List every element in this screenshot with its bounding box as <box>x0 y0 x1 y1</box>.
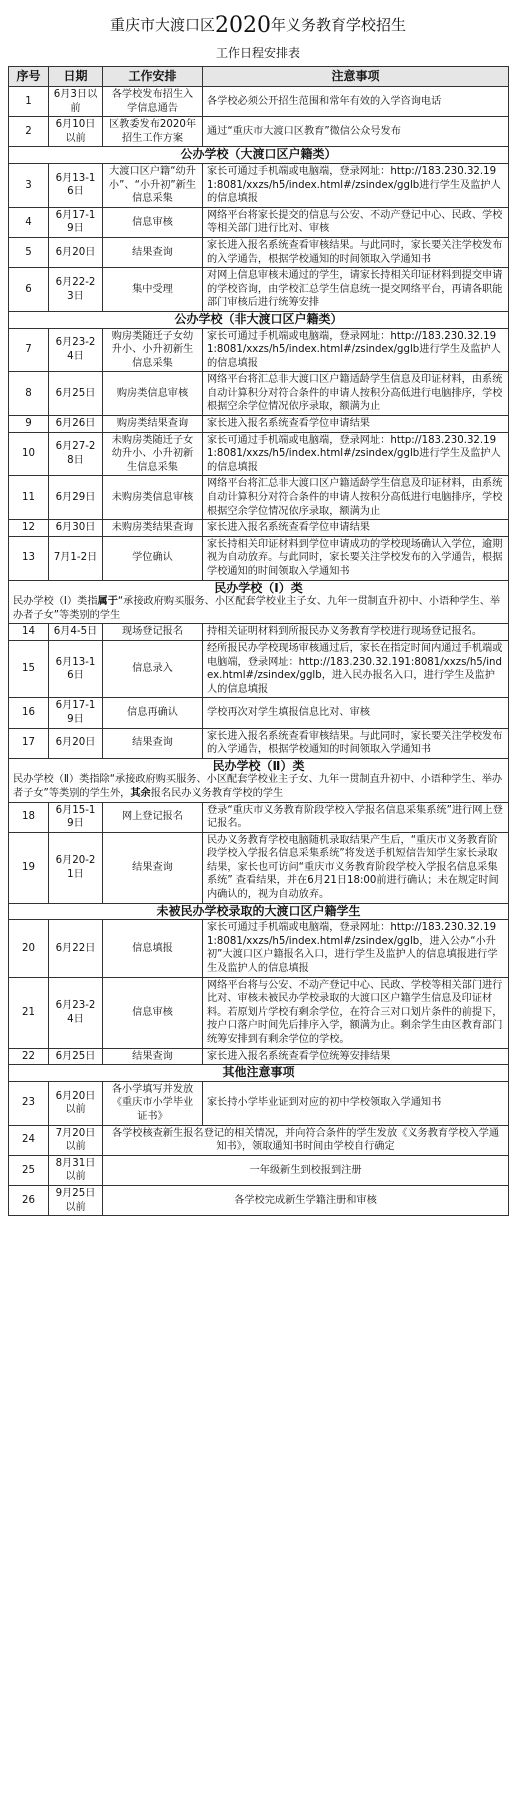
row-date: 6月3日以前 <box>49 87 103 117</box>
table-row <box>9 87 509 117</box>
row-merged-note: 各学校核查新生报名登记的相关情况，并向符合条件的学生发放《义务教育学校入学通知书》，领取通知书时间由学校自行确定 <box>103 1125 509 1155</box>
row-index: 1 <box>9 87 49 117</box>
section-heading: 未被民办学校录取的大渡口区户籍学生 <box>9 903 509 920</box>
row-note: 持相关证明材料到所报民办义务教育学校进行现场登记报名。 <box>203 624 509 641</box>
row-task: 信息审核 <box>103 207 203 237</box>
table-row <box>9 624 509 641</box>
table-row <box>9 476 509 520</box>
table-row <box>9 207 509 237</box>
row-task: 信息再确认 <box>103 698 203 728</box>
row-index: 19 <box>9 832 49 903</box>
section-description-rest: 报名民办义务教育学校的学生 <box>150 787 284 799</box>
row-note: 网络平台将汇总非大渡口区户籍适龄学生信息及印证材料，由系统自动计算积分对符合条件的申请人按积分高低进行电脑排序，学校根据空余学位情况依序录取，额满为止 <box>203 476 509 520</box>
row-date: 6月13-16日 <box>49 163 103 207</box>
table-row <box>9 920 509 977</box>
row-index: 9 <box>9 416 49 433</box>
row-note: 各学校必须公开招生范围和常年有效的入学咨询电话 <box>203 87 509 117</box>
row-index: 8 <box>9 372 49 416</box>
table-row <box>9 163 509 207</box>
section-row <box>9 1065 509 1082</box>
row-index: 17 <box>9 728 49 758</box>
row-task: 结果查询 <box>103 237 203 267</box>
row-index: 11 <box>9 476 49 520</box>
row-index: 16 <box>9 698 49 728</box>
row-note: 网络平台将家长提交的信息与公安、不动产登记中心、民政、学校等相关部门进行比对、审核 <box>203 207 509 237</box>
section-row <box>9 311 509 328</box>
section-description: 民办学校（Ⅰ）类指 <box>13 596 98 608</box>
row-note: 家长可通过手机端或电脑端，登录网址：http://183.230.32.191:8081/xxzs/h5/index.html#/zsindex/gglb进行学生及监护人的信息填报 <box>203 328 509 372</box>
row-task: 信息审核 <box>103 977 203 1048</box>
section-title: 民办学校（Ⅰ）类 <box>214 580 303 595</box>
row-task: 信息填报 <box>103 920 203 977</box>
table-row <box>9 1081 509 1125</box>
row-date: 7月1-2日 <box>49 536 103 580</box>
table-row <box>9 977 509 1048</box>
row-index: 5 <box>9 237 49 267</box>
table-row <box>9 802 509 832</box>
row-index: 4 <box>9 207 49 237</box>
section-description: 民办学校（Ⅱ）类指除“承接政府购买服务、小区配套学校业主子女、九年一贯制直升初中、小语种学生、举办者子女”等类别的学生外， <box>13 774 503 799</box>
table-row <box>9 536 509 580</box>
row-task: 结果查询 <box>103 1048 203 1065</box>
row-index: 12 <box>9 520 49 537</box>
row-date: 6月25日 <box>49 372 103 416</box>
row-merged-note: 一年级新生到校报到注册 <box>103 1155 509 1185</box>
section-heading: 公办学校（非大渡口区户籍类） <box>9 311 509 328</box>
section-heading: 公办学校（大渡口区户籍类） <box>9 147 509 164</box>
header-notes: 注意事项 <box>203 67 509 87</box>
row-date: 6月23-24日 <box>49 328 103 372</box>
schedule-table <box>8 66 509 1216</box>
row-index: 22 <box>9 1048 49 1065</box>
row-task: 学位确认 <box>103 536 203 580</box>
row-date: 6月27-28日 <box>49 432 103 476</box>
table-header <box>9 67 509 87</box>
row-task: 未购房类随迁子女幼升小、小升初新生信息采集 <box>103 432 203 476</box>
title-prefix: 重庆市大渡口区 <box>109 16 215 34</box>
table-row <box>9 520 509 537</box>
row-index: 3 <box>9 163 49 207</box>
row-index: 10 <box>9 432 49 476</box>
row-task: 区教委发布2020年招生工作方案 <box>103 117 203 147</box>
row-date: 6月23-24日 <box>49 977 103 1048</box>
page-subtitle: 工作日程安排表 <box>215 46 300 60</box>
section-description-emphasis: 属于 <box>97 596 118 608</box>
section-heading <box>9 580 509 624</box>
row-date: 6月29日 <box>49 476 103 520</box>
row-date: 6月10日以前 <box>49 117 103 147</box>
row-note: 家长进入报名系统查看学位申请结果 <box>203 416 509 433</box>
row-date: 9月25日以前 <box>49 1185 103 1215</box>
section-row <box>9 147 509 164</box>
row-date: 6月13-16日 <box>49 640 103 697</box>
section-title: 民办学校（Ⅱ）类 <box>212 758 305 773</box>
row-note: 民办义务教育学校电脑随机录取结果产生后，“重庆市义务教育阶段学校入学报名信息采集系统”将发送手机短信告知学生家长录取结果，家长也可访问“重庆市义务教育阶段学校入学报名信息采集系统” 查看结果，并在6月21日18:00前进行确认；未在规定时间内确认的，视为自动放弃。 <box>203 832 509 903</box>
row-date: 6月17-19日 <box>49 698 103 728</box>
row-note: 家长进入报名系统查看审核结果。与此同时，家长要关注学校发布的入学通告，根据学校通知的时间领取入学通知书 <box>203 237 509 267</box>
page-title <box>8 10 508 40</box>
row-note: 登录“重庆市义务教育阶段学校入学报名信息采集系统”进行网上登记报名。 <box>203 802 509 832</box>
row-task: 现场登记报名 <box>103 624 203 641</box>
table-row <box>9 640 509 697</box>
row-index: 23 <box>9 1081 49 1125</box>
row-date: 7月20日以前 <box>49 1125 103 1155</box>
header-index: 序号 <box>9 67 49 87</box>
section-row <box>9 758 509 802</box>
row-index: 21 <box>9 977 49 1048</box>
row-task: 各学校发布招生入学信息通告 <box>103 87 203 117</box>
table-row <box>9 416 509 433</box>
row-task: 未购房类结果查询 <box>103 520 203 537</box>
section-description-emphasis: 其余 <box>130 787 151 799</box>
table-row <box>9 1155 509 1185</box>
row-note: 经所报民办学校现场审核通过后，家长在指定时间内通过手机端或电脑端，登录网址：http://183.230.32.191:8081/xxzs/h5/index.html#/zsindex/gglb，进入民办报名入口，进行学生及监护人的信息填报 <box>203 640 509 697</box>
row-task: 结果查询 <box>103 832 203 903</box>
row-date: 6月20-21日 <box>49 832 103 903</box>
section-row <box>9 903 509 920</box>
row-date: 6月4-5日 <box>49 624 103 641</box>
table-row <box>9 698 509 728</box>
row-note: 家长持相关印证材料到学位申请成功的学校现场确认入学位，逾期视为自动放弃。与此同时，家长要关注学校发布的入学通告，根据学校通知的时间领取入学通知书 <box>203 536 509 580</box>
header-task: 工作安排 <box>103 67 203 87</box>
row-index: 26 <box>9 1185 49 1215</box>
row-index: 18 <box>9 802 49 832</box>
table-row <box>9 832 509 903</box>
row-index: 24 <box>9 1125 49 1155</box>
section-row <box>9 580 509 624</box>
row-index: 7 <box>9 328 49 372</box>
table-row <box>9 728 509 758</box>
row-task: 信息录入 <box>103 640 203 697</box>
section-heading: 其他注意事项 <box>9 1065 509 1082</box>
row-date: 6月26日 <box>49 416 103 433</box>
row-note: 家长可通过手机端或电脑端，登录网址：http://183.230.32.191:8081/xxzs/h5/index.html#/zsindex/gglb，进入公办“小升初”大渡口区户籍报名入口，进行学生及监护人的信息填报进行学生及监护人的信息填报 <box>203 920 509 977</box>
row-index: 14 <box>9 624 49 641</box>
row-task: 各小学填写并发放《重庆市小学毕业证书》 <box>103 1081 203 1125</box>
row-merged-note: 各学校完成新生学籍注册和审核 <box>103 1185 509 1215</box>
header-date: 日期 <box>49 67 103 87</box>
table-row <box>9 372 509 416</box>
row-note: 网络平台将与公安、不动产登记中心、民政、学校等相关部门进行比对、审核未被民办学校录取的大渡口区户籍学生信息及印证材料。若原划片学校有剩余学位，在符合三对口划片条件的前提下，按户口落户时间先后排序入学，额满为止。剩余学生由区教育部门统筹安排到有剩余学位的学校。 <box>203 977 509 1048</box>
row-task: 结果查询 <box>103 728 203 758</box>
row-task: 未购房类信息审核 <box>103 476 203 520</box>
table-row <box>9 268 509 312</box>
row-note: 网络平台将汇总非大渡口区户籍适龄学生信息及印证材料，由系统自动计算积分对符合条件的申请人按积分高低进行电脑排序，学校根据空余学位情况依序录取，额满为止 <box>203 372 509 416</box>
table-row <box>9 237 509 267</box>
row-index: 25 <box>9 1155 49 1185</box>
row-note: 家长进入报名系统查看学位申请结果 <box>203 520 509 537</box>
section-heading <box>9 758 509 802</box>
table-row <box>9 1185 509 1215</box>
row-index: 13 <box>9 536 49 580</box>
row-note: 家长可通过手机端或电脑端，登录网址：http://183.230.32.191:8081/xxzs/h5/index.html#/zsindex/gglb进行学生及监护人的信息填报 <box>203 432 509 476</box>
row-task: 购房类信息审核 <box>103 372 203 416</box>
table-row <box>9 1048 509 1065</box>
row-index: 6 <box>9 268 49 312</box>
row-task: 购房类结果查询 <box>103 416 203 433</box>
row-date: 6月15-19日 <box>49 802 103 832</box>
row-date: 6月17-19日 <box>49 207 103 237</box>
section-description-rest: “承接政府购买服务、小区配套学校业主子女、九年一贯制直升初中、小语种学生、举办者子女”等类别的学生 <box>13 596 501 621</box>
row-note: 家长持小学毕业证到对应的初中学校领取入学通知书 <box>203 1081 509 1125</box>
row-note: 家长进入报名系统查看学位统筹安排结果 <box>203 1048 509 1065</box>
row-task: 购房类随迁子女幼升小、小升初新生信息采集 <box>103 328 203 372</box>
row-task: 网上登记报名 <box>103 802 203 832</box>
title-year: 2020 <box>215 13 271 38</box>
row-note: 通过“重庆市大渡口区教育”微信公众号发布 <box>203 117 509 147</box>
row-date: 6月22日 <box>49 920 103 977</box>
row-note: 家长进入报名系统查看审核结果。与此同时，家长要关注学校发布的入学通告，根据学校通知的时间领取入学通知书 <box>203 728 509 758</box>
table-row <box>9 432 509 476</box>
row-task: 大渡口区户籍“幼升小”、“小升初”新生信息采集 <box>103 163 203 207</box>
table-row <box>9 328 509 372</box>
row-date: 6月22-23日 <box>49 268 103 312</box>
table-row <box>9 1125 509 1155</box>
row-date: 6月25日 <box>49 1048 103 1065</box>
row-index: 15 <box>9 640 49 697</box>
row-index: 20 <box>9 920 49 977</box>
table-row <box>9 117 509 147</box>
row-date: 6月20日 <box>49 237 103 267</box>
row-index: 2 <box>9 117 49 147</box>
row-date: 6月20日 <box>49 728 103 758</box>
table-body <box>9 87 509 1216</box>
row-task: 集中受理 <box>103 268 203 312</box>
row-note: 学校再次对学生填报信息比对、审核 <box>203 698 509 728</box>
title-suffix: 年义务教育学校招生 <box>271 16 407 34</box>
row-date: 6月30日 <box>49 520 103 537</box>
row-note: 对网上信息审核未通过的学生，请家长持相关印证材料到提交申请的学校咨询，由学校汇总学生信息统一提交网络平台，再请各职能部门审核后进行统筹安排 <box>203 268 509 312</box>
row-note: 家长可通过手机端或电脑端，登录网址：http://183.230.32.191:8081/xxzs/h5/index.html#/zsindex/gglb进行学生及监护人的信息填报 <box>203 163 509 207</box>
row-date: 6月20日以前 <box>49 1081 103 1125</box>
row-date: 8月31日以前 <box>49 1155 103 1185</box>
